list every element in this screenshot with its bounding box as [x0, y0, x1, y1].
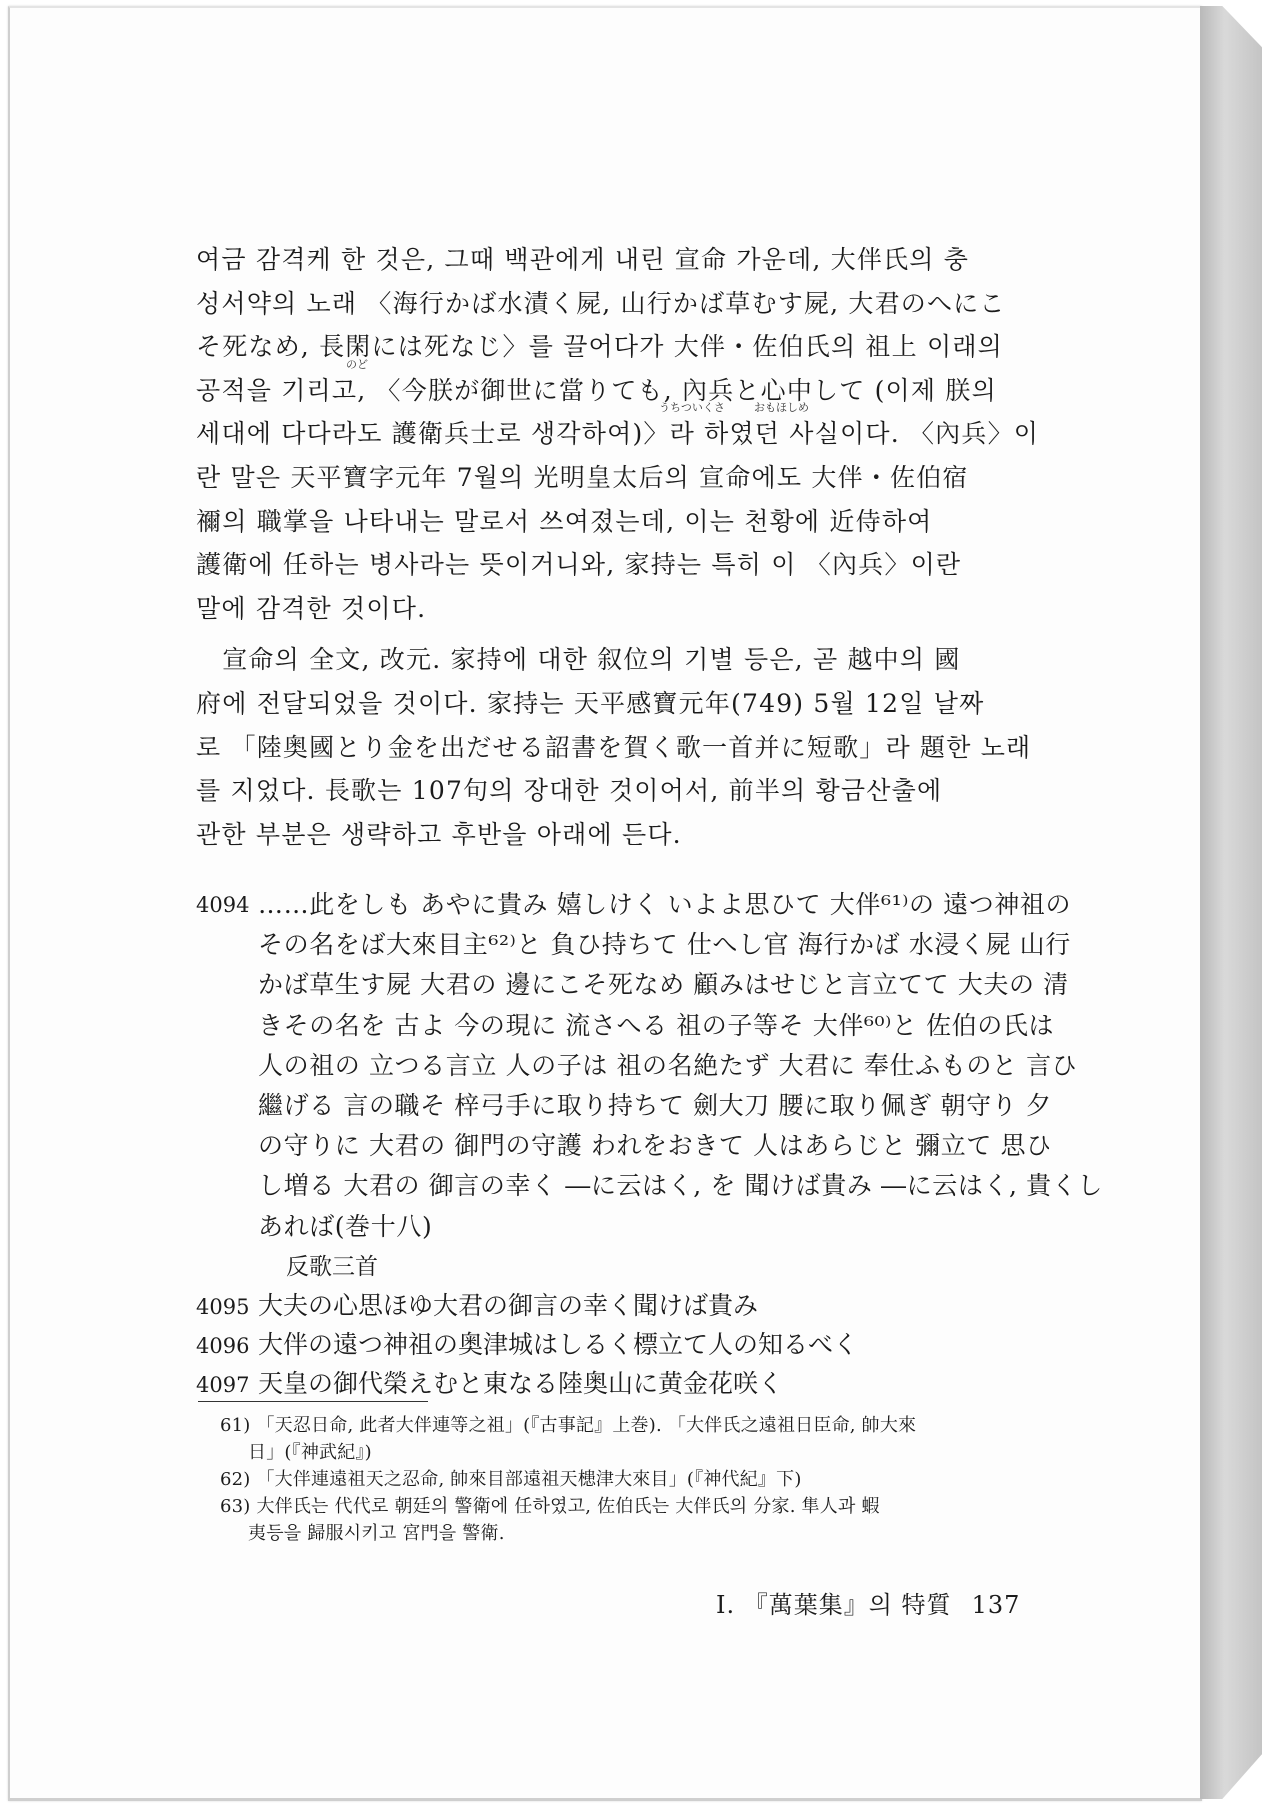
footnote-62	[220, 1466, 1040, 1493]
footnote-text: 夷등을 歸服시키고 宮門을 警衛.	[248, 1523, 505, 1544]
text-line: 를 지었다. 長歌는 107句의 장대한 것이어서, 前半의 황금산출에	[196, 776, 943, 806]
footnote-rule	[198, 1401, 428, 1402]
footnote-text: 日」(『神武紀』)	[248, 1442, 372, 1463]
poem-line: かば草生す屍 大君の 邊にこそ死なめ 顧みはせじと言立てて 大夫の 清	[258, 970, 1069, 1000]
ruby-annotation: おもほしめ	[754, 401, 809, 415]
hanka-4097	[196, 1365, 1036, 1404]
text-line: 관한 부분은 생략하고 후반을 아래에 든다.	[196, 819, 682, 849]
poem-line: の守りに 大君の 御門の守護 われをおきて 人はあらじと 彌立て 思ひ	[258, 1131, 1052, 1161]
poem-line: あれば(巻十八)	[258, 1211, 433, 1241]
text-line: 護衛에 任하는 병사라는 뜻이거니와, 家持는 특히 이 〈內兵〉이란	[196, 550, 962, 580]
poem-number: 4094	[196, 893, 250, 917]
poem-number: 4096	[196, 1333, 250, 1358]
hanka-4095	[196, 1287, 1036, 1326]
poem-line: 天皇の御代榮えむと東なる陸奥山に黄金花咲く	[258, 1368, 784, 1398]
text-line: 여금 감격케 한 것은, 그때 백관에게 내린 宣命 가운데, 大伴氏의 충	[196, 245, 970, 274]
poem-line: その名をば大來目主⁶²⁾と 負ひ持ちて 仕へし官 海行かば 水浸く屍 山行	[258, 930, 1071, 960]
poem-line: 大夫の心思ほゆ大君の御言の幸く聞けば貴み	[258, 1290, 759, 1320]
text-line: 府에 전달되었을 것이다. 家持는 天平感寶元年(749) 5월 12일 날짜	[196, 688, 985, 718]
poem-line: 大伴の遠つ神祖の奥津城はしるく標立て人の知るべく	[258, 1329, 859, 1359]
footnote-text: 「天忍日命, 此者大伴連等之祖」(『古事記』上巻). 「大伴氏之遠祖日臣命, 帥大來	[256, 1415, 917, 1436]
body-text	[196, 238, 1040, 856]
footnote-61	[220, 1412, 1040, 1439]
text-line: 공적을 기리고, 〈今朕が御世に當りても, 內兵と心中して (이제 朕의	[196, 375, 997, 405]
text-line: 말에 감격한 것이다.	[196, 593, 427, 623]
text-line: 성서약의 노래 〈海行かば水漬く屍, 山行かば草むす屍, 大君のへにこ	[196, 288, 1006, 318]
footnote-text: 大伴氏는 代代로 朝廷의 警衛에 任하였고, 佐伯氏는 大伴氏의 分家. 隼人과 蝦	[256, 1496, 880, 1517]
hanka-title: 反歌三首	[286, 1253, 378, 1280]
footnote-63	[220, 1493, 1040, 1520]
poem-number: 4097	[196, 1372, 250, 1397]
text-line: 禰의 職掌을 나타내는 말로서 쓰여졌는데, 이는 천황에 近侍하여	[196, 506, 933, 536]
footnote-label: 62)	[220, 1469, 251, 1490]
poem-line: きその名を 古よ 今の現に 流さへる 祖の子等そ 大伴⁶⁰⁾と 佐伯の氏は	[258, 1010, 1055, 1040]
poem-4094	[196, 885, 1103, 1247]
poem-line: ……此をしも あやに貴み 嬉しけく いよよ思ひて 大伴⁶¹⁾の 遠つ神祖の	[258, 890, 1072, 919]
poem-line: 繼げる 言の職そ 梓弓手に取り持ちて 劍大刀 腰に取り佩ぎ 朝守り 夕	[258, 1091, 1052, 1121]
poem-number: 4095	[196, 1294, 250, 1319]
text-line: 로 「陸奥國とり金を出だせる詔書を賀く歌一首并に短歌」라 題한 노래	[196, 732, 1032, 762]
text-line: そ死なめ, 長閑には死なじ〉를 끌어다가 大伴・佐伯氏의 祖上 이래의	[196, 332, 1004, 362]
running-footer	[716, 1585, 1020, 1620]
section-title: I. 『萬葉集』의 特質	[716, 1591, 952, 1619]
poem-section	[196, 885, 1103, 1404]
hanka-4096	[196, 1326, 1036, 1365]
footnote-text: 「大伴連遠祖天之忍命, 帥來目部遠祖天槵津大來目」(『神代紀』下)	[256, 1469, 802, 1490]
paragraph	[196, 638, 1032, 856]
ruby-annotation: うちついくさ	[659, 401, 725, 415]
text-line: 세대에 다다라도 護衛兵士로 생각하여)〉라 하였던 사실이다. 〈內兵〉이	[196, 419, 1040, 449]
page-number: 137	[971, 1591, 1021, 1619]
footnotes	[220, 1412, 1040, 1547]
footnote-label: 63)	[220, 1496, 251, 1517]
poem-line: し増る 大君の 御言の幸く ―に云はく, を 聞けば貴み ―に云はく, 貴くし	[258, 1171, 1103, 1201]
book-edge	[1200, 6, 1262, 1799]
poem-line: 人の祖の 立つる言立 人の子は 祖の名絶たず 大君に 奉仕ふものと 言ひ	[258, 1050, 1078, 1080]
text-line: 宣命의 全文, 改元. 家持에 대한 叙位의 기별 등은, 곧 越中의 國	[196, 645, 961, 675]
text-line: 란 말은 天平寶字元年 7월의 光明皇太后의 宣命에도 大伴・佐伯宿	[196, 462, 969, 492]
ruby-annotation: のど	[346, 357, 368, 371]
footnote-label: 61)	[220, 1415, 251, 1436]
